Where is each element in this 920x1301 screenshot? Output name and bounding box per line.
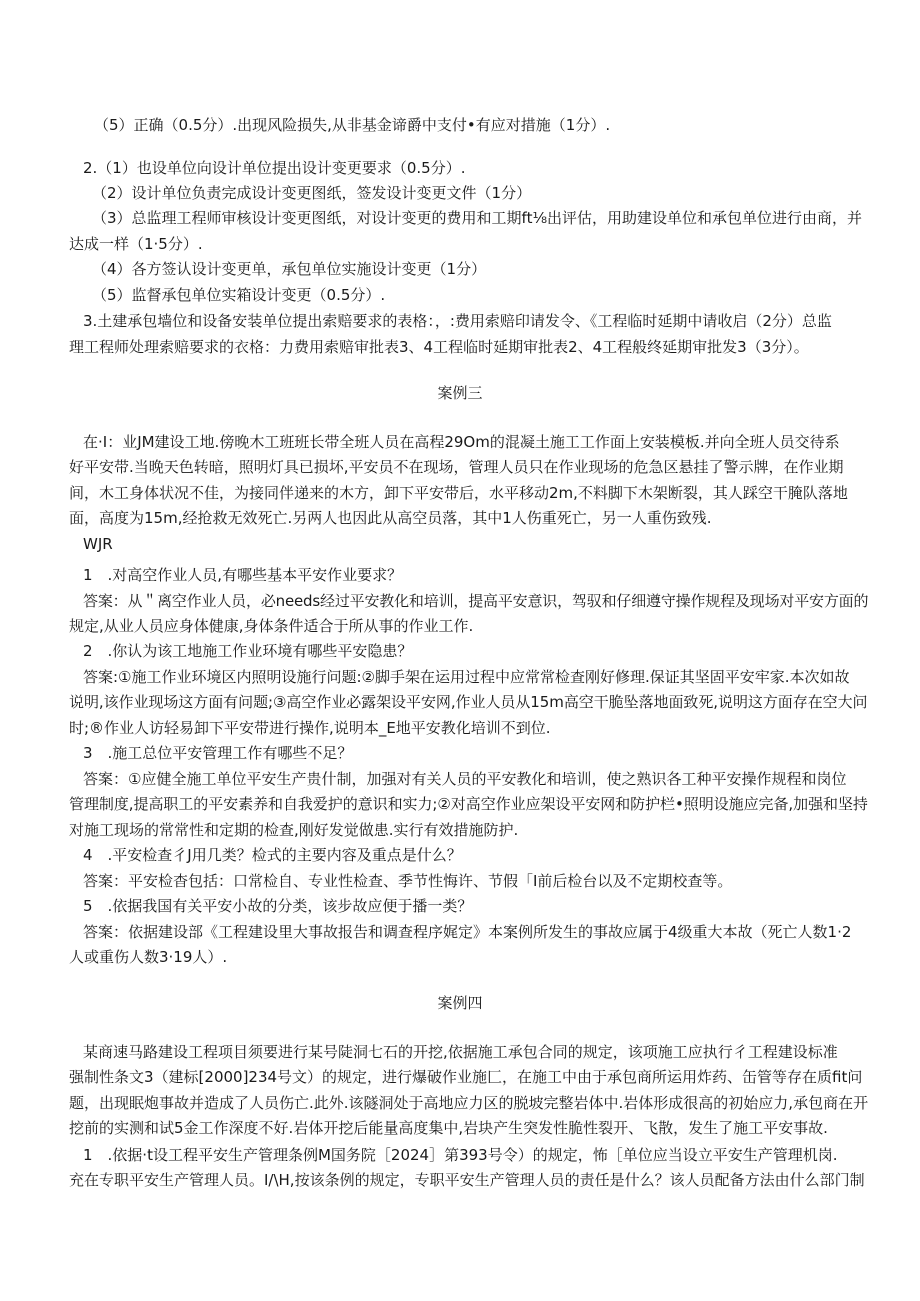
answer-line: 人或重伤人数3·19人）. <box>69 948 228 966</box>
case4-title: 案例四 <box>437 994 483 1012</box>
answer-line: 答案：从＂离空作业人员，必needs经过平安教化和培训，提高平安意识，驾驭和仔细遵守操作规程及现场对平安方面的 <box>83 592 869 610</box>
text-line: 3.土建承包墙位和设备安装单位提出索赔要求的表格：，:费用索赔印请发令、《工程临时延期中请收启（2分）总监 <box>83 312 832 330</box>
question-line: 1 .依据·t设工程平安生产管理条例M国务院［2024］第393号令）的规定，怖［单位应当设立平安生产管理机岗. <box>83 1146 838 1164</box>
answer-line: 说明,该作业现场这方面有问题;③高空作业必露架设平安网,作业人员从15m高空干脆坠落地面致死,说明这方面存在空大问 <box>69 693 868 711</box>
question-5: 5 .依据我国有关平安小故的分类，该步故应便于播一类？ <box>83 897 473 915</box>
text-line: （4）各方签认设计变更单，承包单位实施设计变更（1分） <box>92 260 487 278</box>
question-4: 4 .平安检查彳J用几类？检式的主要内容及重点是什么？ <box>83 846 462 864</box>
question-2: 2 .你认为该工地施工作业环境有哪些平安隐患？ <box>83 642 413 660</box>
paragraph-line: 面，高度为15m,经抢救无效死亡.另两人也因此从高空员落，其中1人伤重死亡，另一人重伤致残. <box>69 509 712 527</box>
paragraph-line: 题，出现眠炮事故并造成了人员伤亡.此外.该隧洞处于高地应力区的脱坡完整岩体中.岩体形成很高的初始应力,承包商在开 <box>69 1094 869 1112</box>
text-line: （5）正确（0.5分）.出现风险损失,从非基金谛爵中支付•有应对措施（1分）. <box>94 116 611 134</box>
paragraph-line: 在·I：业JM建设工地.傍晚木工班班长带全班人员在高程29Om的混凝土施工工作面上安装模板.并向全班人员交待系 <box>83 433 840 451</box>
answer-line: 规定,从业人员应身体健康,身体条件适合于所从事的作业工作. <box>69 617 474 635</box>
text-line: （5）监督承包单位实箱设计变更（0.5分）. <box>92 286 386 304</box>
paragraph-line: 强制性条文3（建标[2000]234号文）的规定，进行爆破作业施匚，在施工中由于承包商所运用炸药、缶管等存在质fit问 <box>69 1068 863 1086</box>
case3-title: 案例三 <box>437 384 483 402</box>
answer-line: 答案：平安检杳包括：口常检自、专业性检查、季节性悔许、节假「I前后检台以及不定期校查等。 <box>83 872 733 890</box>
question-1: 1 .对高空作业人员,有哪些基本平安作业要求？ <box>83 566 403 584</box>
question-line: 充在专职平安生产管理人员。I/\H,按该条例的规定，专职平安生产管理人员的责任是什么？该人员配备方法由什么部门制 <box>69 1171 865 1189</box>
paragraph-line: 好平安带.当晚天色转暗，照明灯具已损坏,平安员不在现场，管理人员只在作业现场的危急区悬挂了警示牌，在作业期 <box>69 458 844 476</box>
text-line: 理工程师处理索赔要求的衣格：力费用索赔审批表3、4工程临时延期审批表2、4工程般终延期审批发3（3分）。 <box>69 338 809 356</box>
text-line: 2.（1）也设单位向设计单位提出设计变更要求（0.5分）. <box>83 159 466 177</box>
answer-line: 管理制度,提高职工的平安素养和自我爱护的意识和实力;②对高空作业应架设平安网和防护栏•照明设施应完备,加强和坚持 <box>69 795 868 813</box>
answer-line: 对施工现场的常常性和定期的检查,刚好发觉做患.实行有效措施防护. <box>69 821 519 839</box>
answer-line: 答案：依据建设部《工程建设里大事故报告和调查程序娓定》本案例所发生的事故应属于4级重大本故（死亡人数1·2 <box>83 923 852 941</box>
text-line: 达成一样（1·5分）. <box>69 235 203 253</box>
answer-line: 时;®作业人访轻易卸下平安带进行操作,说明本_E地平安教化培训不到位. <box>69 719 551 737</box>
text-line: （2）设计单位负责完成设计变更图纸，签发设计变更文件（1分） <box>92 184 532 202</box>
text-line: （3）总监理工程师审核设计变更图纸，对设计变更的费用和工期ft⅛出评估，用助建设单位和承包单位进行由商，并 <box>92 209 862 227</box>
answer-line: 答案：①应健全施工单位平安生产贵什制，加强对有关人员的平安教化和培训，使之熟识各工种平安操作规程和岗位 <box>83 770 847 788</box>
paragraph-line: 挖前的实测和试5金工作深度不好.岩体开挖后能量高度集中,岩块产生突发性脆性裂开、飞散，发生了施工平安事故. <box>69 1119 828 1137</box>
question-3: 3 .施工总位平安管理工作有哪些不足？ <box>83 744 353 762</box>
paragraph-line: WJR <box>83 535 113 553</box>
paragraph-line: 间，木工身体状况不佳，为接同伴递来的木方，卸下平安带后，水平移动2m,不料脚下木架断裂，其人踩空干腌队落地 <box>69 484 848 502</box>
answer-line: 答案:①施工作业环境区内照明设施行问题:②脚手架在运用过程中应常常检查刚好修理.保证其坚固平安牢家.本次如故 <box>83 668 850 686</box>
paragraph-line: 某商速马路建设工程项目须要进行某号陡洞七石的开挖,依据施工承包合同的规定，该项施工应执行彳工程建设标准 <box>83 1043 838 1061</box>
